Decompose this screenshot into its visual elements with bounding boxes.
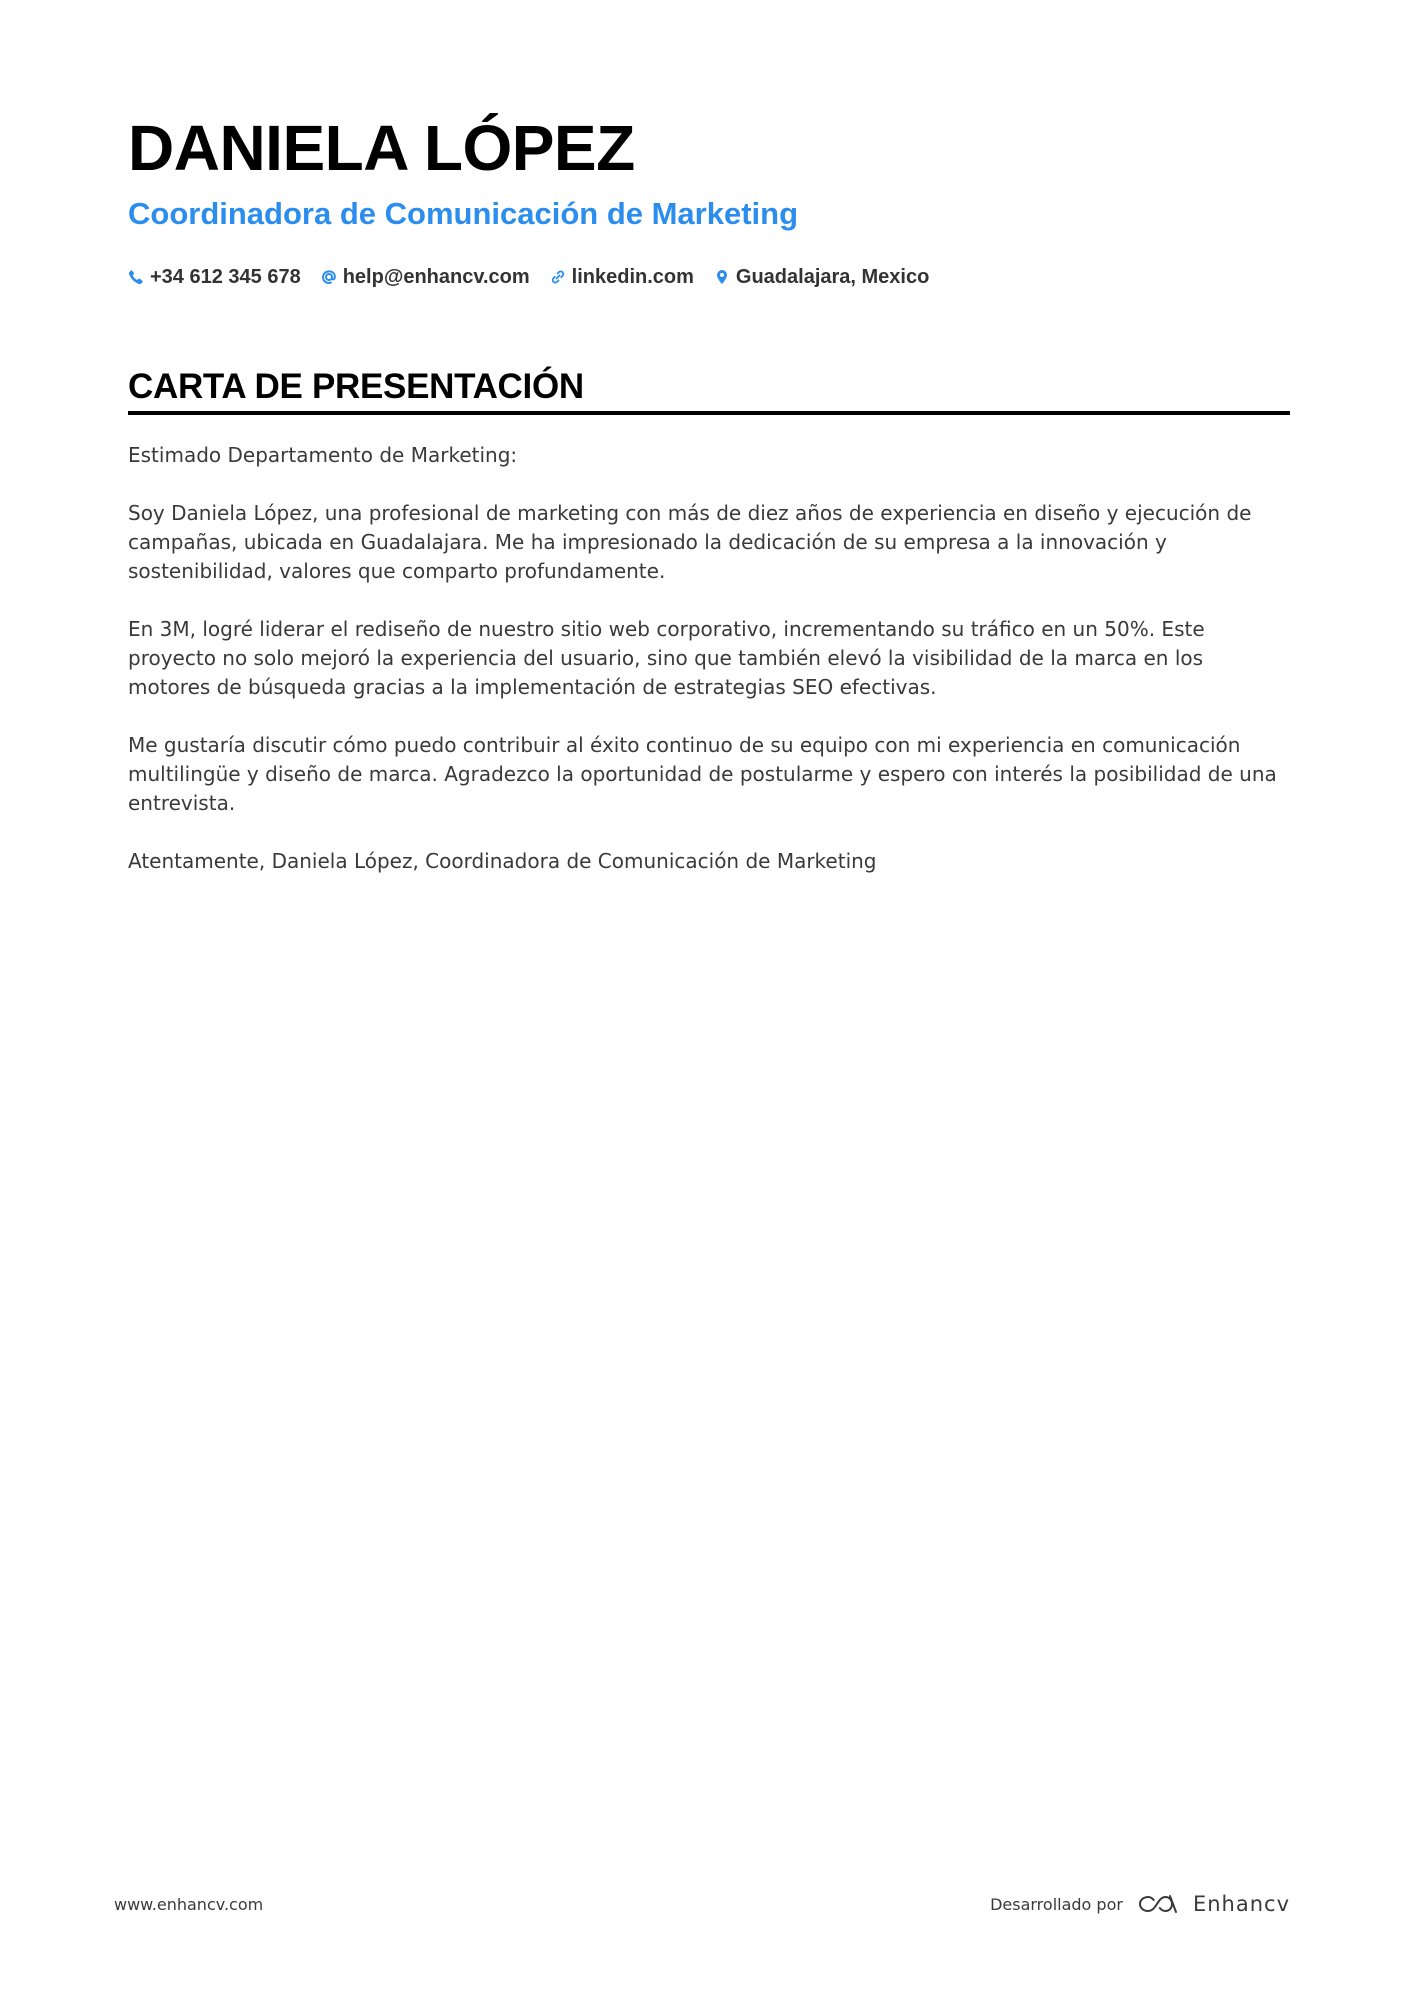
powered-by-label: Desarrollado por — [990, 1894, 1123, 1914]
contact-location — [714, 264, 929, 290]
letter-closing: Atentamente, Daniela López, Coordinadora de Comunicación de Marketing — [128, 849, 877, 873]
at-icon — [321, 269, 337, 285]
letter-paragraph: Me gustaría discutir cómo puedo contribuir al éxito continuo de su equipo con mi experiencia en comunicación multilingüe y diseño de marca. Agradezco la oportunidad de postularme y espero con interés la posibilidad de una entrevista. — [128, 733, 1277, 815]
cover-letter-section — [128, 365, 1290, 905]
contact-linkedin[interactable] — [550, 264, 694, 290]
header — [128, 108, 1290, 290]
contact-bar — [128, 264, 1290, 290]
enhancv-logo[interactable] — [1135, 1892, 1290, 1916]
section-title: CARTA DE PRESENTACIÓN — [128, 367, 584, 406]
email-text: help@enhancv.com — [342, 266, 530, 288]
contact-email[interactable] — [321, 264, 530, 290]
enhancv-logo-icon — [1135, 1892, 1181, 1916]
link-icon — [550, 269, 566, 285]
letter-paragraph: Soy Daniela López, una profesional de marketing con más de diez años de experiencia en diseño y ejecución de campañas, ubicada en Guadalajara. Me ha impresionado la dedicación de su empresa a la innovación y sostenibilidad, valores que comparto profundamente. — [128, 501, 1252, 583]
letter-paragraph: En 3M, logré liderar el rediseño de nuestro sitio web corporativo, incrementando su tráfico en un 50%. Este proyecto no solo mejoró la experiencia del usuario, sino que también elevó la visibilidad de la marca en los motores de búsqueda gracias a la implementación de estrategias SEO efectivas. — [128, 617, 1205, 699]
footer-website-link[interactable]: www.enhancv.com — [114, 1894, 264, 1914]
candidate-name: DANIELA LÓPEZ — [128, 112, 635, 184]
job-title: Coordinadora de Comunicación de Marketing — [128, 196, 799, 231]
phone-text: +34 612 345 678 — [150, 266, 301, 288]
phone-icon — [128, 269, 144, 285]
brand-name: Enhancv — [1192, 1892, 1290, 1916]
letter-body — [128, 441, 1290, 876]
location-text: Guadalajara, Mexico — [735, 266, 930, 288]
letter-greeting: Estimado Departamento de Marketing: — [128, 443, 518, 467]
footer-branding — [990, 1892, 1290, 1916]
location-pin-icon — [714, 269, 730, 285]
section-divider — [128, 411, 1290, 415]
footer — [114, 1892, 1290, 1916]
contact-phone — [128, 264, 301, 290]
linkedin-text: linkedin.com — [571, 266, 694, 288]
